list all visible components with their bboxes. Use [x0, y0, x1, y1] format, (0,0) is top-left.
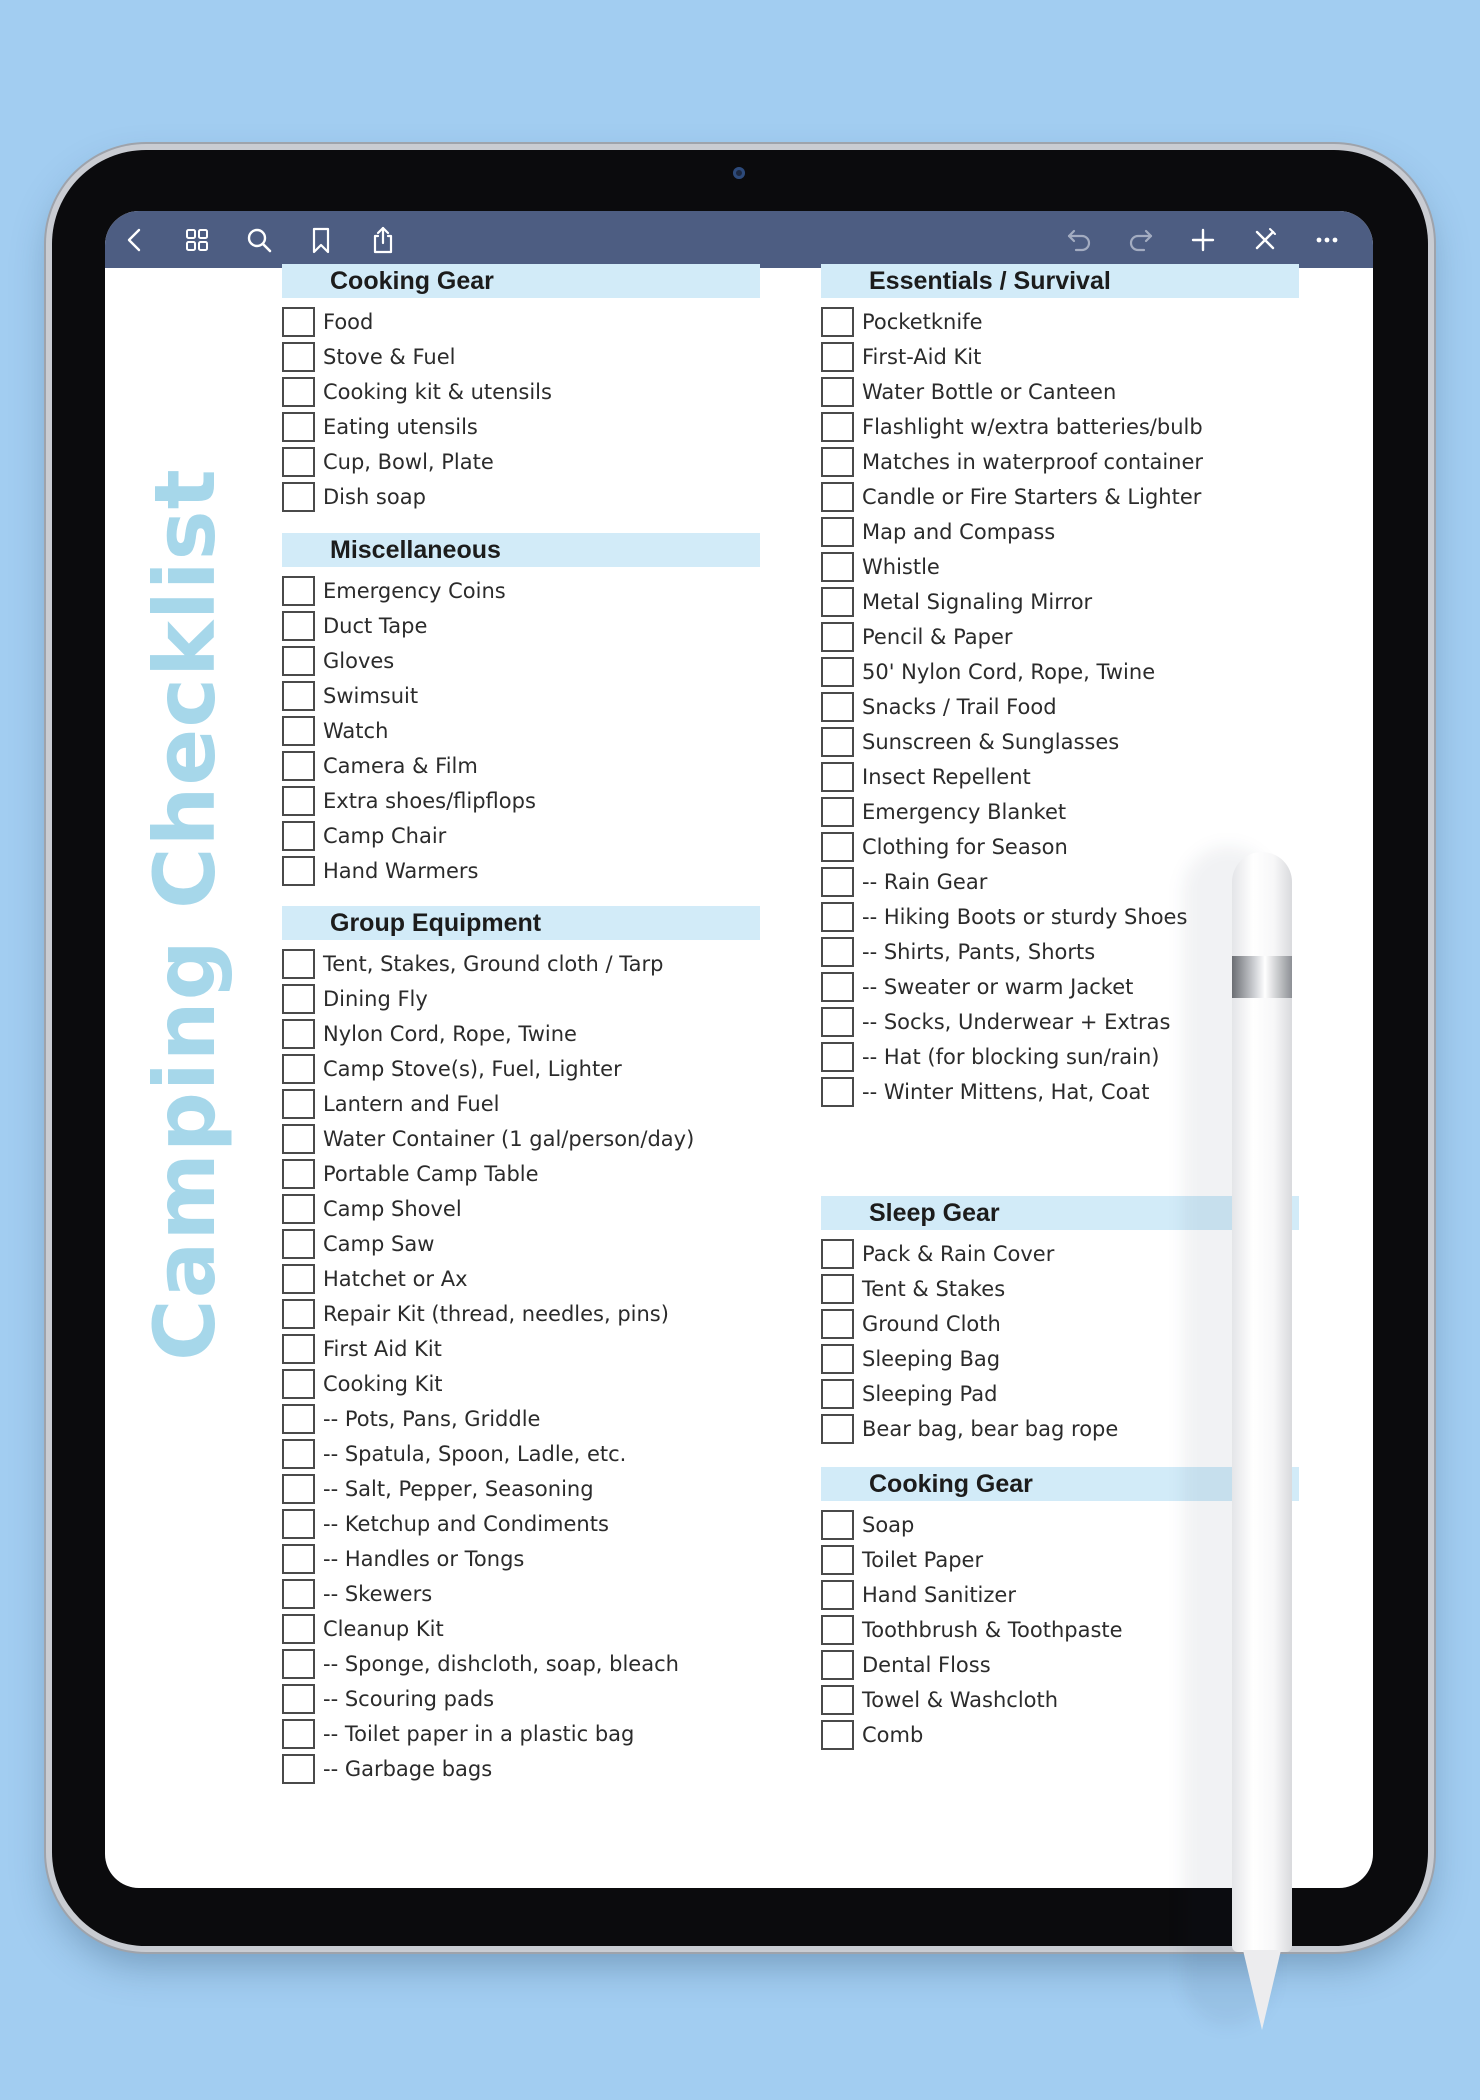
- item-label: Hand Sanitizer: [862, 1582, 1016, 1607]
- item-label: Dental Floss: [862, 1652, 991, 1677]
- checkbox[interactable]: [282, 611, 315, 641]
- checkbox[interactable]: [282, 377, 315, 407]
- checkbox[interactable]: [282, 1544, 315, 1574]
- checklist-item: [282, 573, 760, 608]
- checkbox[interactable]: [282, 1299, 315, 1329]
- pencil-tip: [1243, 1950, 1281, 2030]
- checkbox[interactable]: [821, 482, 854, 512]
- checklist-item: [282, 1121, 760, 1156]
- checkbox[interactable]: [821, 1007, 854, 1037]
- checkbox[interactable]: [821, 657, 854, 687]
- checkbox[interactable]: [282, 1019, 315, 1049]
- item-label: Cooking Kit: [323, 1371, 443, 1396]
- checkbox[interactable]: [821, 692, 854, 722]
- checklist-item: [282, 479, 760, 514]
- item-label: Water Container (1 gal/person/day): [323, 1126, 695, 1151]
- checklist-item: [282, 1016, 760, 1051]
- checkbox[interactable]: [821, 1414, 854, 1444]
- checklist-item: [282, 853, 760, 888]
- item-label: Watch: [323, 718, 389, 743]
- checkbox[interactable]: [821, 377, 854, 407]
- checklist-item: [282, 1716, 760, 1751]
- item-label: Comb: [862, 1722, 924, 1747]
- checklist-item: [282, 374, 760, 409]
- checklist-item: [821, 409, 1299, 444]
- checklist-item: [282, 1261, 760, 1296]
- checklist-item: [282, 1541, 760, 1576]
- checkbox[interactable]: [282, 786, 315, 816]
- checklist-item: [821, 724, 1299, 759]
- section-heading: Cooking Gear: [821, 1467, 1299, 1501]
- section-heading: Essentials / Survival: [821, 264, 1299, 298]
- item-label: -- Scouring pads: [323, 1686, 495, 1711]
- item-label: Metal Signaling Mirror: [862, 589, 1093, 614]
- item-label: -- Hiking Boots or sturdy Shoes: [862, 904, 1188, 929]
- checklist-item: [282, 409, 760, 444]
- item-label: -- Handles or Tongs: [323, 1546, 525, 1571]
- checkbox[interactable]: [282, 1194, 315, 1224]
- item-label: Toilet Paper: [862, 1547, 984, 1572]
- item-label: Map and Compass: [862, 519, 1056, 544]
- checkbox[interactable]: [821, 1042, 854, 1072]
- checkbox[interactable]: [821, 1685, 854, 1715]
- checkbox[interactable]: [282, 482, 315, 512]
- item-label: Cleanup Kit: [323, 1616, 444, 1641]
- item-label: -- Ketchup and Condiments: [323, 1511, 609, 1536]
- checkbox[interactable]: [282, 1054, 315, 1084]
- item-label: Whistle: [862, 554, 940, 579]
- section-heading: Sleep Gear: [821, 1196, 1299, 1230]
- item-label: -- Spatula, Spoon, Ladle, etc.: [323, 1441, 627, 1466]
- checklist-item: [282, 608, 760, 643]
- item-label: Cooking kit & utensils: [323, 379, 552, 404]
- checkbox[interactable]: [821, 307, 854, 337]
- item-label: Soap: [862, 1512, 915, 1537]
- checklist-item: [821, 374, 1299, 409]
- checklist-item: [821, 584, 1299, 619]
- pencil-band: [1232, 956, 1292, 998]
- checkbox[interactable]: [821, 972, 854, 1002]
- checkbox[interactable]: [821, 587, 854, 617]
- item-label: Portable Camp Table: [323, 1161, 539, 1186]
- checklist-item: [282, 1226, 760, 1261]
- item-label: Pack & Rain Cover: [862, 1241, 1055, 1266]
- checkbox[interactable]: [821, 1309, 854, 1339]
- checklist-item: [282, 1051, 760, 1086]
- item-label: Swimsuit: [323, 683, 419, 708]
- checkbox[interactable]: [821, 832, 854, 862]
- page-title: Camping Checklist: [136, 468, 234, 1361]
- checkbox[interactable]: [821, 867, 854, 897]
- close-icon[interactable]: [1247, 222, 1283, 258]
- checkbox[interactable]: [821, 412, 854, 442]
- section-heading: Cooking Gear: [282, 264, 760, 298]
- share-icon[interactable]: [365, 222, 401, 258]
- checklist-item: [821, 444, 1299, 479]
- checkbox[interactable]: [821, 762, 854, 792]
- item-label: Nylon Cord, Rope, Twine: [323, 1021, 577, 1046]
- item-label: -- Shirts, Pants, Shorts: [862, 939, 1096, 964]
- item-label: Camp Shovel: [323, 1196, 462, 1221]
- item-label: Bear bag, bear bag rope: [862, 1416, 1119, 1441]
- item-label: Cup, Bowl, Plate: [323, 449, 494, 474]
- item-label: Dining Fly: [323, 986, 428, 1011]
- checkbox[interactable]: [821, 902, 854, 932]
- undo-icon[interactable]: [1061, 222, 1097, 258]
- item-label: Pocketknife: [862, 309, 983, 334]
- item-label: Camp Chair: [323, 823, 447, 848]
- checklist-item: [282, 304, 760, 339]
- checklist-item: [282, 1506, 760, 1541]
- checkbox[interactable]: [282, 447, 315, 477]
- item-label: Matches in waterproof container: [862, 449, 1204, 474]
- checkbox[interactable]: [282, 984, 315, 1014]
- item-label: -- Hat (for blocking sun/rain): [862, 1044, 1160, 1069]
- checkbox[interactable]: [282, 751, 315, 781]
- item-label: -- Sweater or warm Jacket: [862, 974, 1134, 999]
- checkbox[interactable]: [821, 342, 854, 372]
- checkbox[interactable]: [282, 1509, 315, 1539]
- checklist-item: [821, 304, 1299, 339]
- item-label: Sleeping Bag: [862, 1346, 1001, 1371]
- apple-pencil: [1232, 852, 1292, 1952]
- checklist-item: [282, 713, 760, 748]
- item-label: Emergency Blanket: [862, 799, 1067, 824]
- checkbox[interactable]: [282, 821, 315, 851]
- checkbox[interactable]: [821, 797, 854, 827]
- item-label: First-Aid Kit: [862, 344, 982, 369]
- item-label: Extra shoes/flipflops: [323, 788, 536, 813]
- item-label: First Aid Kit: [323, 1336, 442, 1361]
- section-heading: Group Equipment: [282, 906, 760, 940]
- checkbox[interactable]: [821, 1615, 854, 1645]
- item-label: Dish soap: [323, 484, 426, 509]
- checklist-item: [821, 549, 1299, 584]
- checkbox[interactable]: [821, 1344, 854, 1374]
- checklist-item: [282, 643, 760, 678]
- checklist-item: [282, 1156, 760, 1191]
- checkbox[interactable]: [282, 1579, 315, 1609]
- item-label: Insect Repellent: [862, 764, 1031, 789]
- checkbox[interactable]: [821, 622, 854, 652]
- checklist-item: [821, 619, 1299, 654]
- item-label: Snacks / Trail Food: [862, 694, 1057, 719]
- checklist-item: [821, 794, 1299, 829]
- checkbox[interactable]: [282, 1649, 315, 1679]
- checkbox[interactable]: [282, 1159, 315, 1189]
- checkbox[interactable]: [821, 447, 854, 477]
- item-label: -- Toilet paper in a plastic bag: [323, 1721, 635, 1746]
- checklist-item: [821, 479, 1299, 514]
- item-label: Toothbrush & Toothpaste: [862, 1617, 1123, 1642]
- item-label: -- Garbage bags: [323, 1756, 493, 1781]
- checklist-item: [282, 1191, 760, 1226]
- back-icon[interactable]: [117, 222, 153, 258]
- checklist-section: [282, 533, 760, 888]
- item-label: Emergency Coins: [323, 578, 506, 603]
- item-label: Sunscreen & Sunglasses: [862, 729, 1120, 754]
- checklist-item: [282, 1086, 760, 1121]
- checklist-item: [821, 339, 1299, 374]
- item-label: Camp Stove(s), Fuel, Lighter: [323, 1056, 622, 1081]
- checkbox[interactable]: [821, 1720, 854, 1750]
- item-label: Lantern and Fuel: [323, 1091, 500, 1116]
- item-label: Water Bottle or Canteen: [862, 379, 1117, 404]
- title-container: [135, 468, 245, 1471]
- checkbox[interactable]: [821, 1077, 854, 1107]
- checklist-item: [282, 1331, 760, 1366]
- item-label: Pencil & Paper: [862, 624, 1013, 649]
- checkbox[interactable]: [282, 1369, 315, 1399]
- checklist-item: [282, 678, 760, 713]
- item-label: -- Rain Gear: [862, 869, 988, 894]
- item-label: Tent, Stakes, Ground cloth / Tarp: [323, 951, 664, 976]
- checklist-item: [282, 1611, 760, 1646]
- checkbox[interactable]: [282, 576, 315, 606]
- checkbox[interactable]: [282, 1334, 315, 1364]
- checkbox[interactable]: [282, 1404, 315, 1434]
- checklist-item: [282, 1646, 760, 1681]
- checklist-item: [821, 654, 1299, 689]
- item-label: Hand Warmers: [323, 858, 479, 883]
- item-label: Camera & Film: [323, 753, 478, 778]
- checklist-item: [282, 783, 760, 818]
- checkbox[interactable]: [821, 1510, 854, 1540]
- checkbox[interactable]: [282, 1614, 315, 1644]
- item-label: Flashlight w/extra batteries/bulb: [862, 414, 1203, 439]
- checklist-item: [282, 339, 760, 374]
- checklist-item: [282, 946, 760, 981]
- checklist-item: [821, 689, 1299, 724]
- checklist-item: [282, 1366, 760, 1401]
- checkbox[interactable]: [282, 1229, 315, 1259]
- item-label: -- Sponge, dishcloth, soap, bleach: [323, 1651, 679, 1676]
- checklist-item: [282, 981, 760, 1016]
- item-label: Gloves: [323, 648, 395, 673]
- app-toolbar: [105, 211, 1373, 268]
- checkbox[interactable]: [821, 1379, 854, 1409]
- checkbox[interactable]: [821, 1580, 854, 1610]
- checklist-item: [282, 1681, 760, 1716]
- checkbox[interactable]: [821, 1274, 854, 1304]
- item-label: 50' Nylon Cord, Rope, Twine: [862, 659, 1156, 684]
- checkbox[interactable]: [282, 1439, 315, 1469]
- checkbox[interactable]: [282, 412, 315, 442]
- checklist-item: [821, 759, 1299, 794]
- item-label: Sleeping Pad: [862, 1381, 998, 1406]
- checkbox[interactable]: [282, 716, 315, 746]
- item-label: Clothing for Season: [862, 834, 1068, 859]
- item-label: Eating utensils: [323, 414, 478, 439]
- item-label: Duct Tape: [323, 613, 428, 638]
- checklist-section: [282, 906, 760, 1786]
- checklist-item: [282, 1436, 760, 1471]
- camera-dot: [733, 167, 745, 179]
- checklist-item: [282, 818, 760, 853]
- bookmark-icon[interactable]: [303, 222, 339, 258]
- checklist-item: [282, 748, 760, 783]
- checkbox[interactable]: [282, 342, 315, 372]
- checkbox[interactable]: [821, 1239, 854, 1269]
- checklist-item: [282, 1401, 760, 1436]
- checklist-item: [282, 1576, 760, 1611]
- item-label: -- Winter Mittens, Hat, Coat: [862, 1079, 1150, 1104]
- item-label: Hatchet or Ax: [323, 1266, 468, 1291]
- item-label: -- Socks, Underwear + Extras: [862, 1009, 1171, 1034]
- checkbox[interactable]: [821, 1545, 854, 1575]
- item-label: Towel & Washcloth: [862, 1687, 1059, 1712]
- more-icon[interactable]: [1309, 222, 1345, 258]
- checklist-section: [282, 264, 760, 514]
- checkbox[interactable]: [821, 727, 854, 757]
- checkbox[interactable]: [282, 856, 315, 886]
- checklist-item: [282, 1296, 760, 1331]
- checklist-item: [282, 1471, 760, 1506]
- item-label: Repair Kit (thread, needles, pins): [323, 1301, 669, 1326]
- checkbox[interactable]: [821, 517, 854, 547]
- item-label: -- Salt, Pepper, Seasoning: [323, 1476, 594, 1501]
- checkbox[interactable]: [282, 1754, 315, 1784]
- checkbox[interactable]: [282, 1474, 315, 1504]
- checkbox[interactable]: [282, 1719, 315, 1749]
- checkbox[interactable]: [821, 1650, 854, 1680]
- item-label: Food: [323, 309, 374, 334]
- checkbox[interactable]: [282, 1124, 315, 1154]
- grid-icon[interactable]: [179, 222, 215, 258]
- section-heading: Miscellaneous: [282, 533, 760, 567]
- item-label: -- Pots, Pans, Griddle: [323, 1406, 541, 1431]
- checkbox[interactable]: [282, 307, 315, 337]
- item-label: Ground Cloth: [862, 1311, 1001, 1336]
- checkbox[interactable]: [821, 937, 854, 967]
- checkbox[interactable]: [821, 552, 854, 582]
- item-label: Camp Saw: [323, 1231, 435, 1256]
- search-icon[interactable]: [241, 222, 277, 258]
- item-label: Candle or Fire Starters & Lighter: [862, 484, 1202, 509]
- checkbox[interactable]: [282, 1684, 315, 1714]
- checkbox[interactable]: [282, 646, 315, 676]
- checkbox[interactable]: [282, 1264, 315, 1294]
- checklist-item: [282, 1751, 760, 1786]
- item-label: Stove & Fuel: [323, 344, 456, 369]
- plus-icon[interactable]: [1185, 222, 1221, 258]
- checklist-item: [282, 444, 760, 479]
- item-label: -- Skewers: [323, 1581, 433, 1606]
- item-label: Tent & Stakes: [862, 1276, 1006, 1301]
- redo-icon[interactable]: [1123, 222, 1159, 258]
- checklist-item: [821, 514, 1299, 549]
- checkbox[interactable]: [282, 949, 315, 979]
- checkbox[interactable]: [282, 681, 315, 711]
- checkbox[interactable]: [282, 1089, 315, 1119]
